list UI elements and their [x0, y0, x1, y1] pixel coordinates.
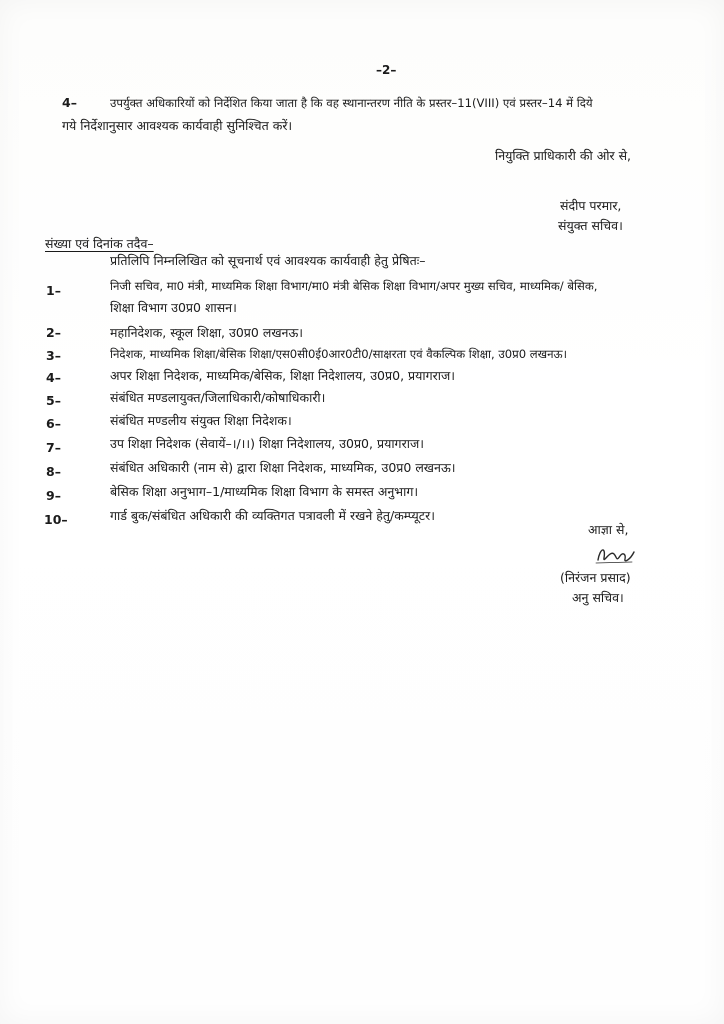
copy-intro: प्रतिलिपि निम्नलिखित को सूचनार्थ एवं आवश्यक कार्यवाही हेतु प्रेषितः– [110, 253, 426, 268]
list-item-number: 6– [46, 416, 61, 431]
list-item-number: 3– [46, 348, 61, 363]
list-item-text: गार्ड बुक/संबंधित अधिकारी की व्यक्तिगत पत्रावली में रखने हेतु/कम्प्यूटर। [110, 508, 435, 523]
para-number: 4– [62, 95, 77, 110]
list-item-number: 4– [46, 370, 61, 385]
by-order-text: आज्ञा से, [588, 522, 629, 537]
undersecretary-designation: अनु सचिव। [572, 590, 624, 605]
list-item-text: निदेशक, माध्यमिक शिक्षा/बेसिक शिक्षा/एस0सी0ई0आर0टी0/साक्षरता एवं वैकल्पिक शिक्षा, उ0प्र0 लखनऊ। [110, 347, 568, 361]
list-item-number: 10– [44, 512, 68, 527]
list-item-number: 9– [46, 488, 61, 503]
undersecretary-name: (निरंजन प्रसाद) [560, 570, 631, 585]
list-item-text: निजी सचिव, मा0 मंत्री, माध्यमिक शिक्षा विभाग/मा0 मंत्री बेसिक शिक्षा विभाग/अपर मुख्य सचिव, माध्यमिक/ बेसिक, [110, 279, 598, 293]
list-item-text: उप शिक्षा निदेशक (सेवायें–।/।।) शिक्षा निदेशालय, उ0प्र0, प्रयागराज। [110, 436, 424, 451]
list-item-number: 5– [46, 393, 61, 408]
list-item-text: महानिदेशक, स्कूल शिक्षा, उ0प्र0 लखनऊ। [110, 325, 304, 340]
on-behalf-text: नियुक्ति प्राधिकारी की ओर से, [495, 148, 632, 163]
page-number: –2– [376, 63, 397, 77]
list-item-text-cont: शिक्षा विभाग उ0प्र0 शासन। [110, 300, 237, 315]
list-item-text: संबंधित अधिकारी (नाम से) द्वारा शिक्षा निदेशक, माध्यमिक, उ0प्र0 लखनऊ। [110, 460, 456, 475]
reference-heading: संख्या एवं दिनांक तदैव– [45, 236, 154, 251]
para-text-line-1: उपर्युक्त अधिकारियों को निर्देशित किया जाता है कि वह स्थानान्तरण नीति के प्रस्तर–11(VIII) एवं प्रस्तर–14 में दिये [110, 96, 593, 110]
list-item-text: संबंधित मण्डलायुक्त/जिलाधिकारी/कोषाधिकारी। [110, 390, 326, 405]
list-item-number: 8– [46, 464, 61, 479]
list-item-text: बेसिक शिक्षा अनुभाग–1/माध्यमिक शिक्षा विभाग के समस्त अनुभाग। [110, 484, 419, 499]
list-item-text: संबंधित मण्डलीय संयुक्त शिक्षा निदेशक। [110, 413, 292, 428]
handwritten-signature [592, 540, 642, 568]
signatory-name: संदीप परमार, [560, 198, 622, 213]
signatory-designation: संयुक्त सचिव। [558, 218, 623, 233]
list-item-number: 1– [46, 283, 61, 298]
list-item-number: 2– [46, 325, 61, 340]
list-item-number: 7– [46, 440, 61, 455]
list-item-text: अपर शिक्षा निदेशक, माध्यमिक/बेसिक, शिक्षा निदेशालय, उ0प्र0, प्रयागराज। [110, 368, 456, 383]
para-text-line-2: गये निर्देशानुसार आवश्यक कार्यवाही सुनिश्चित करें। [62, 118, 293, 133]
